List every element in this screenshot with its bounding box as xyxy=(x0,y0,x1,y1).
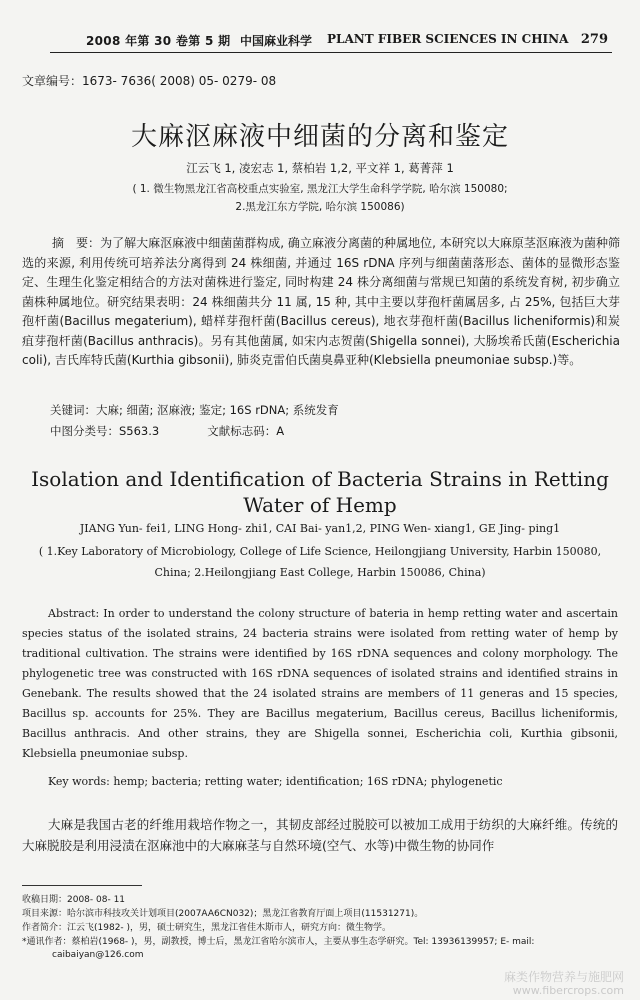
chinese-keywords: 关键词：大麻; 细菌; 沤麻液; 鉴定; 16S rDNA; 系统发育 xyxy=(50,403,339,417)
english-title xyxy=(0,466,640,518)
english-affiliation-2: China; 2.Heilongjiang East College, Harbin 150086, China) xyxy=(154,566,486,579)
english-abstract xyxy=(22,604,618,764)
english-abstract-label: Abstract: xyxy=(48,607,100,620)
body-paragraph xyxy=(22,814,618,856)
english-authors: JIANG Yun- fei1, LING Hong- zhi1, CAI Bai- yan1,2, PING Wen- xiang1, GE Jing- ping1 xyxy=(79,522,561,535)
chinese-authors: 江云飞 1, 凌宏志 1, 蔡柏岩 1,2, 平文祥 1, 葛菁萍 1 xyxy=(186,161,454,175)
document-code: 文献标志码：A xyxy=(207,424,285,438)
header-volume: 2008 年第 30 卷第 5 期 xyxy=(86,34,231,48)
footnote-funding: 项目来源：哈尔滨市科技攻关计划项目(2007AA6CN032)；黑龙江省教育厅面上项目(11531271)。 xyxy=(22,909,424,919)
chinese-title: 大麻沤麻液中细菌的分离和鉴定 xyxy=(130,122,509,152)
english-title-line-2: Water of Hemp xyxy=(243,493,397,517)
footnote-divider xyxy=(22,885,142,886)
english-title-line-1: Isolation and Identification of Bacteria Strains in Retting xyxy=(31,467,609,491)
header-journal-cn: 中国麻业科学 xyxy=(240,34,313,48)
chinese-abstract xyxy=(22,234,620,371)
footnote-received: 收稿日期：2008- 08- 11 xyxy=(22,895,126,905)
chinese-abstract-label: 摘 要： xyxy=(52,236,101,250)
chinese-abstract-text: 为了解大麻沤麻液中细菌菌群构成, 确立麻液分离菌的种属地位, 本研究以大麻原茎沤麻液为菌种筛选的来源, 利用传统可培养法分离得到 24 株细菌, 并通过 16S rDNA 序列与细菌菌落形态、菌体的显微形态鉴定、生理生化鉴定相结合的方法对菌株进行鉴定, 同时构建 24 株分离细菌与常规已知菌的系统发育树, 初步确立菌株种属地位。研究结果表明：24 株细菌共分 11 属, 15 种, 其中主要以芽孢杆菌属居多, 占 25%, 包括巨大芽孢杆菌(Bacillus megaterium), 蜡样芽孢杆菌(Bacillus cereus), 地衣芽孢杆菌(Bacillus licheniformis)和炭疽芽孢杆菌(Bacillus anthracis)。另有其他菌属, 如宋内志贺菌(Shigella sonnei), 大肠埃希氏菌(Escherichia coli), 吉氏库特氏菌(Kurthia gibsonii), 肺炎克雷伯氏菌臭鼻亚种(Klebsiella pneumoniae subsp.)等。 xyxy=(22,236,620,367)
clc-number: 中图分类号：S563.3 xyxy=(50,424,160,438)
watermark-url: www.fibercrops.com xyxy=(512,984,624,997)
english-keywords: Key words: hemp; bacteria; retting water; identification; 16S rDNA; phylogenetic xyxy=(48,775,503,788)
running-header xyxy=(50,30,612,53)
header-journal-en: PLANT FIBER SCIENCES IN CHINA xyxy=(327,32,569,46)
chinese-affiliation-1: ( 1. 微生物黑龙江省高校重点实验室, 黑龙江大学生命科学学院, 哈尔滨 150080; xyxy=(132,183,508,195)
watermark-text: 麻类作物营养与施肥网 xyxy=(503,970,624,984)
classification-line xyxy=(50,423,284,439)
body-paragraph-text: 大麻是我国古老的纤维用栽培作物之一，其韧皮部经过脱胶可以被加工成用于纺织的大麻纤维。传统的大麻脱胶是利用浸渍在沤麻池中的大麻麻茎与自然环境(空气、水等)中微生物的协同作 xyxy=(22,817,618,853)
english-abstract-text: In order to understand the colony structure of bateria in hemp retting water and ascertain species status of the isolated strains, 24 bacteria strains were isolated from retting water of hemp by traditional cultivation. The strains were identified by 16S rDNA sequences and colony morphology. The phylogenetic tree was constructed with 16S rDNA sequences of isolated strains and identified strains in Genebank. The results showed that the 24 isolated strains are members of 11 generas and 15 species, Bacillus sp. accounts for 25%. They are Bacillus megaterium, Bacillus cereus, Bacillus licheniformis, Bacillus anthracis. And other strains, they are Shigella sonnei, Escherichia coli, Kurthia gibsonii, Klebsiella pneumoniae subsp. xyxy=(22,607,618,760)
footnote-author-bio: 作者简介：江云飞(1982- )，男，硕士研究生，黑龙江省佳木斯市人，研究方向：微生物学。 xyxy=(22,923,392,933)
page-number: 279 xyxy=(580,32,608,47)
footnote-email: caibaiyan@126.com xyxy=(52,950,144,960)
article-id: 文章编号：1673- 7636( 2008) 05- 0279- 08 xyxy=(22,74,277,88)
english-affiliation-1: ( 1.Key Laboratory of Microbiology, College of Life Science, Heilongjiang University, Harbin 150080, xyxy=(38,545,602,558)
footnote-corresponding-author: *通讯作者：蔡柏岩(1968- )，男，副教授，博士后，黑龙江省哈尔滨市人，主要从事生态学研究。Tel: 13936139957; E- mail: xyxy=(22,937,535,947)
chinese-affiliation-2: 2.黑龙江东方学院, 哈尔滨 150086) xyxy=(235,201,405,213)
